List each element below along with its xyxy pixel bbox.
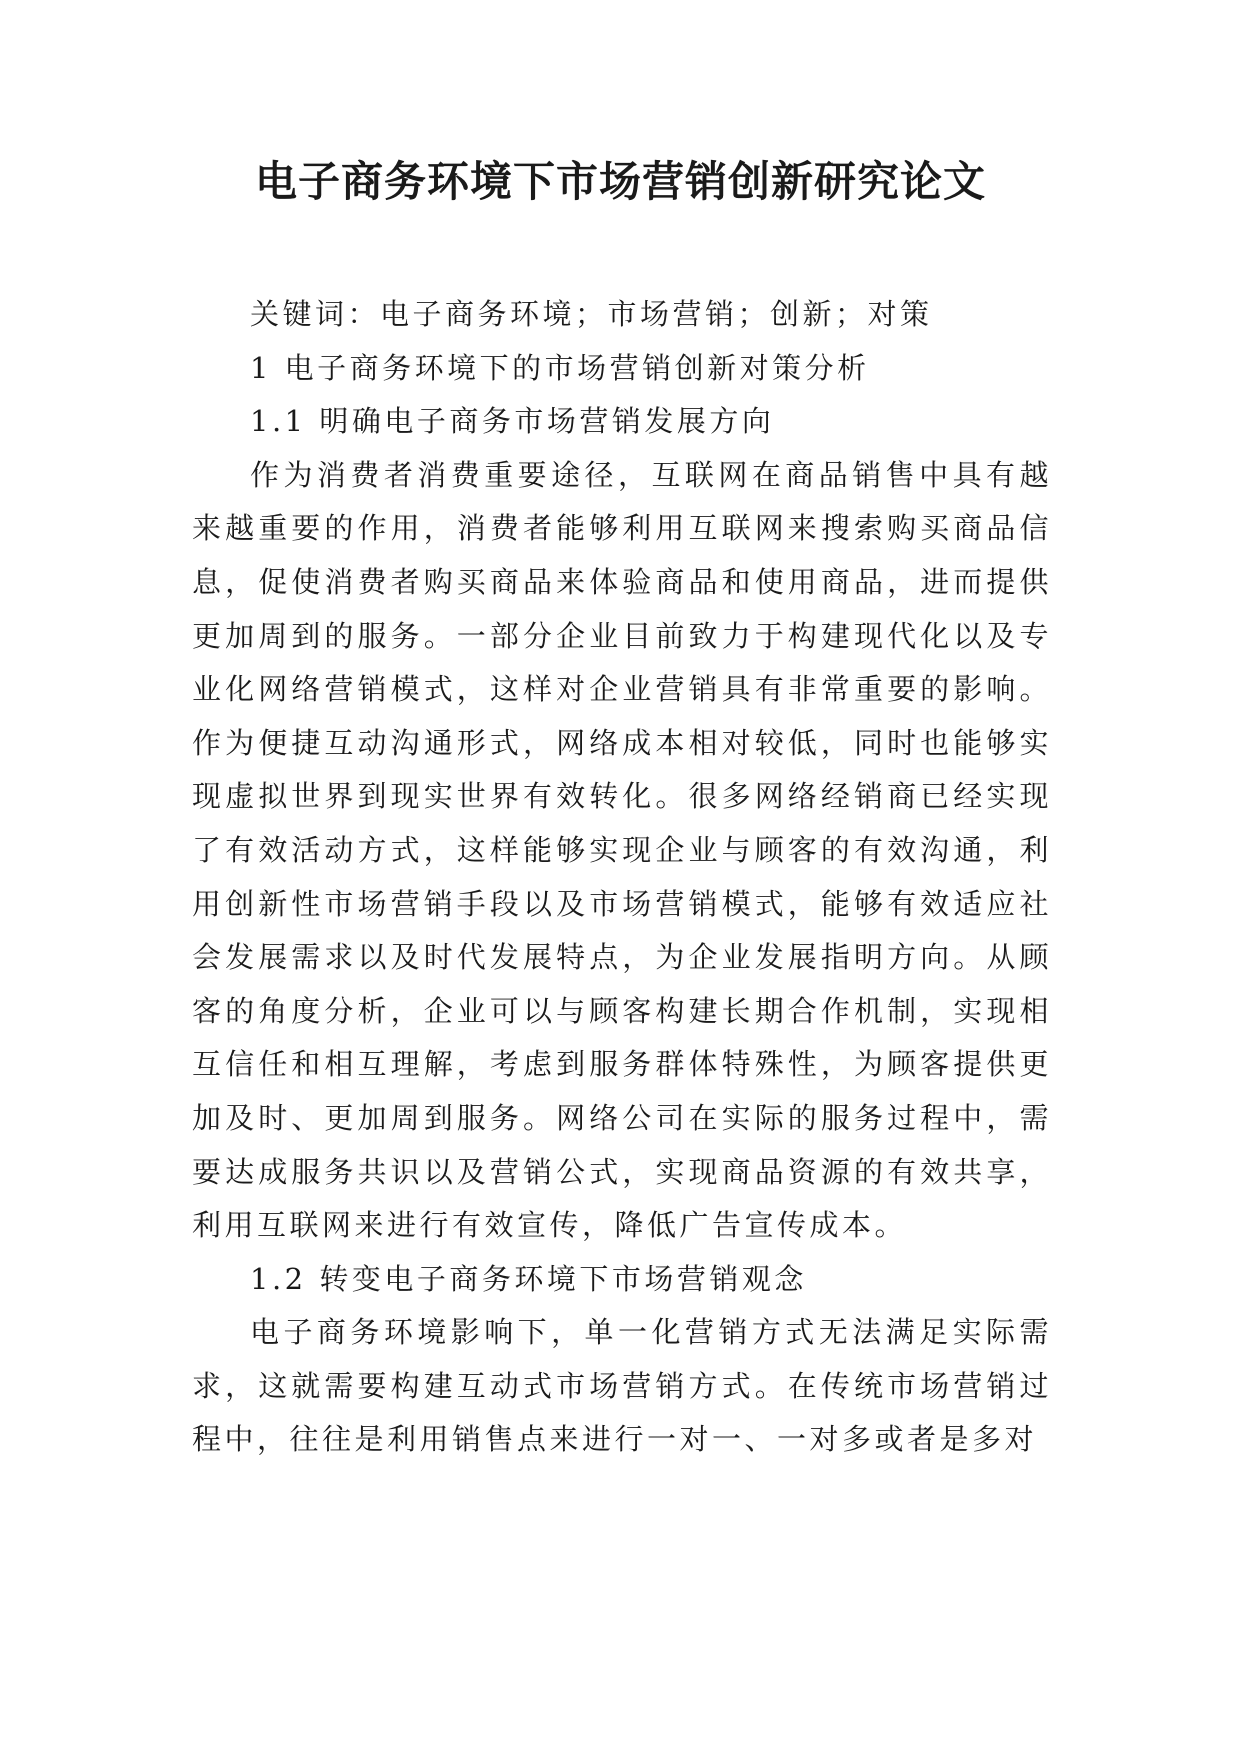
body-paragraph-1: 作为消费者消费重要途径，互联网在商品销售中具有越来越重要的作用，消费者能够利用互联网来搜索购买商品信息，促使消费者购买商品来体验商品和使用商品，进而提供更加周到的服务。一部分企业目前致力于构建现代化以及专业化网络营销模式，这样对企业营销具有非常重要的影响。作为便捷互动沟通形式，网络成本相对较低，同时也能够实现虚拟世界到现实世界有效转化。很多网络经销商已经实现了有效活动方式，这样能够实现企业与顾客的有效沟通，利用创新性市场营销手段以及市场营销模式，能够有效适应社会发展需求以及时代发展特点，为企业发展指明方向。从顾客的角度分析，企业可以与顾客构建长期合作机制，实现相互信任和相互理解，考虑到服务群体特殊性，为顾客提供更加及时、更加周到服务。网络公司在实际的服务过程中，需要达成服务共识以及营销公式，实现商品资源的有效共享，利用互联网来进行有效宣传，降低广告宣传成本。 [192, 457, 1052, 1243]
document-title: 电子商务环境下市场营销创新研究论文 [254, 157, 986, 206]
section-heading-1-1: 1.1 明确电子商务市场营销发展方向 [250, 404, 775, 439]
section-heading-1-2: 1.2 转变电子商务环境下市场营销观念 [250, 1261, 807, 1296]
keywords-line: 关键词：电子商务环境；市场营销；创新；对策 [250, 297, 933, 331]
document-body [192, 288, 1052, 1467]
body-paragraph-2: 电子商务环境影响下，单一化营销方式无法满足实际需求，这就需要构建互动式市场营销方式。在传统市场营销过程中，往往是利用销售点来进行一对一、一对多或者是多对 [192, 1315, 1052, 1457]
section-heading-1: 1 电子商务环境下的市场营销创新对策分析 [250, 350, 870, 385]
